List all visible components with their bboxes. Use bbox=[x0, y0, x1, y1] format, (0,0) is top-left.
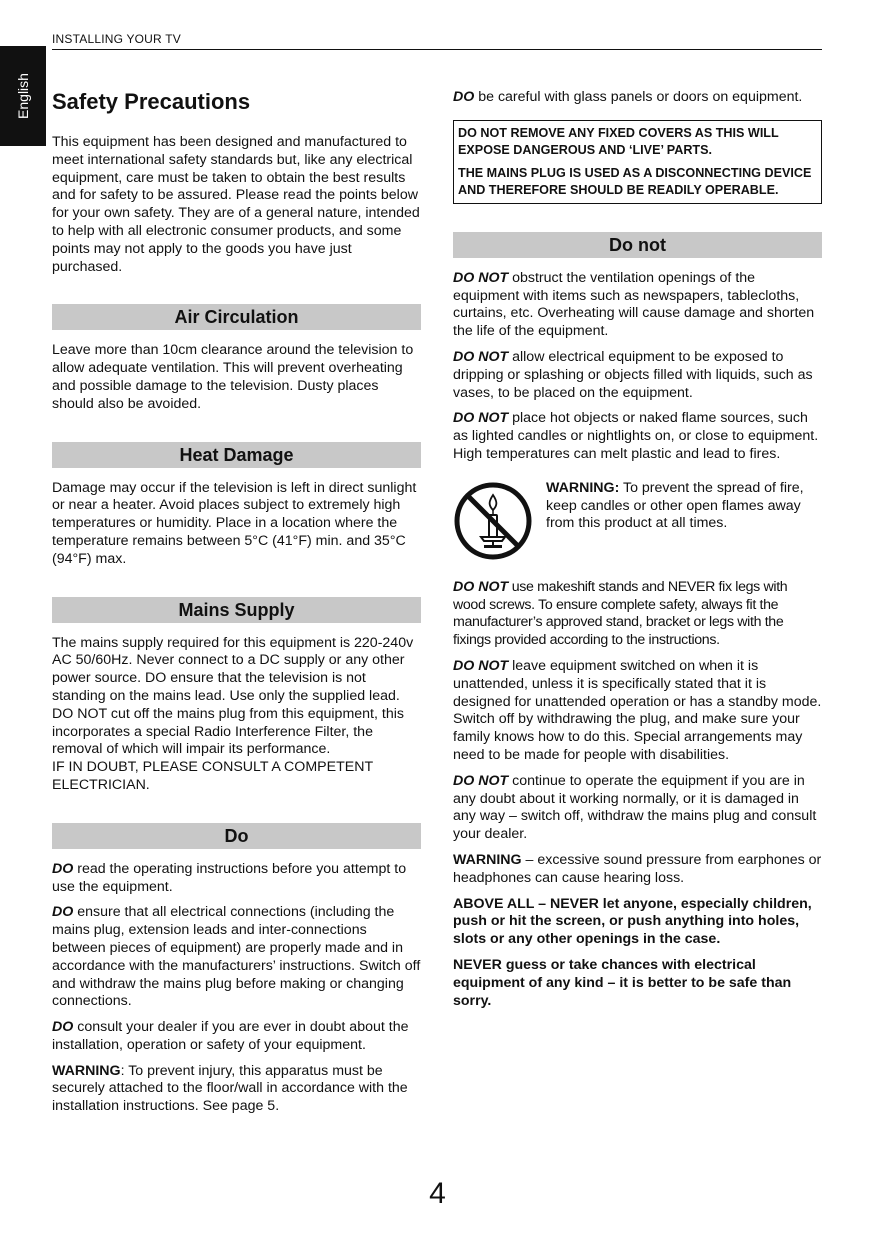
heat-damage-text: Damage may occur if the television is left in direct sunlight or near a heater. Avoid places subject to extremely high temperatures or humidity. Place in a location where the temperature remains between 5°C (41°F) min. and 35°C (94°F) max. bbox=[52, 479, 417, 567]
sound-warning-lead: WARNING bbox=[453, 851, 522, 868]
do-item-4-text: be careful with glass panels or doors on equipment. bbox=[474, 89, 803, 105]
do-not-item-4 bbox=[453, 579, 822, 650]
section-heading-do: Do bbox=[52, 823, 421, 849]
no-candles-icon bbox=[453, 481, 533, 561]
do-not-lead: DO NOT bbox=[453, 410, 509, 427]
candle-warning bbox=[453, 480, 822, 561]
do-warning-text: : To prevent injury, this apparatus must be securely attached to the floor/wall in accordance with the installation instructions. See page 5. bbox=[52, 1062, 408, 1115]
above-all-statement: ABOVE ALL – NEVER let anyone, especially children, push or hit the screen, or push anything into holes, slots or any other openings in the case. bbox=[453, 895, 812, 948]
section-heading-mains-supply: Mains Supply bbox=[52, 597, 421, 623]
warning-box-line-1: DO NOT REMOVE ANY FIXED COVERS AS THIS WILL EXPOSE DANGEROUS AND ‘LIVE’ PARTS. bbox=[458, 125, 779, 157]
do-not-item-2-text: allow electrical equipment to be exposed to dripping or splashing or objects filled with liquids, such as vases, to be placed on the equipment. bbox=[453, 348, 813, 401]
do-item-3 bbox=[52, 1019, 421, 1055]
do-not-item-6 bbox=[453, 773, 822, 844]
do-not-item-1-text: obstruct the ventilation openings of the equipment with items such as newspapers, tablecloths, curtains, etc. Overheating will cause damage and shorten the life of the equipment. bbox=[453, 269, 815, 340]
intro-paragraph: This equipment has been designed and manufactured to meet international safety standards but, like any electrical equipment, care must be taken to obtain the best results and for safety to be assured. Please read the points below for your own safety. They are of a general nature, intended to help with all electronic consumer products, and some points may not apply to the goods you have just purchased. bbox=[52, 134, 420, 275]
do-not-item-5 bbox=[453, 658, 822, 765]
do-not-item-1 bbox=[453, 270, 822, 341]
sound-warning bbox=[453, 852, 822, 888]
running-head-text: INSTALLING YOUR TV bbox=[52, 32, 181, 46]
mains-supply-text-3: IF IN DOUBT, PLEASE CONSULT A COMPETENT ELECTRICIAN. bbox=[52, 759, 373, 793]
do-lead: DO bbox=[453, 89, 475, 105]
do-item-1-text: read the operating instructions before you attempt to use the equipment. bbox=[52, 860, 407, 895]
do-not-item-3-text: place hot objects or naked flame sources, such as lighted candles or nightlights on, or close to equipment. High temperatures can melt plastic and lead to fires. bbox=[453, 410, 819, 462]
mains-supply-text-1: The mains supply required for this equipment is 220-240v AC 50/60Hz. Never connect to a DC supply or any other power source. DO ensure that the television is not standing on the mains lead. Use only the supplied lead. bbox=[52, 634, 414, 704]
language-tab-label: English bbox=[15, 73, 31, 119]
never-guess-statement: NEVER guess or take chances with electrical equipment of any kind – it is better to be safe than sorry. bbox=[453, 956, 792, 1009]
right-column bbox=[453, 89, 822, 1010]
do-lead: DO bbox=[52, 1019, 74, 1036]
warning-lead: WARNING bbox=[52, 1062, 121, 1079]
section-heading-do-not: Do not bbox=[453, 232, 822, 258]
do-item-4 bbox=[453, 89, 822, 107]
candle-warning-text bbox=[546, 480, 822, 533]
do-not-lead: DO NOT bbox=[453, 269, 509, 286]
do-not-item-3 bbox=[453, 410, 822, 463]
do-not-lead: DO NOT bbox=[453, 348, 509, 365]
do-item-2-text: ensure that all electrical connections (including the mains plug, extension leads and inter-connections between pieces of equipment) are properly made and in accordance with the manufacturers’ instructions. Switch off and withdraw the mains plug before making or changing connections. bbox=[52, 904, 421, 1010]
do-not-lead: DO NOT bbox=[453, 657, 509, 674]
do-not-item-6-text: continue to operate the equipment if you are in any doubt about it working normally, or it is damaged in any way – switch off, withdraw the mains plug and consult your dealer. bbox=[453, 772, 817, 843]
do-item-3-text: consult your dealer if you are ever in doubt about the installation, operation or safety of your equipment. bbox=[52, 1019, 409, 1053]
do-lead: DO bbox=[52, 860, 74, 877]
warning-box-line-2: THE MAINS PLUG IS USED AS A DISCONNECTING DEVICE AND THEREFORE SHOULD BE READILY OPERABLE. bbox=[458, 165, 812, 197]
mains-supply-text-2: DO NOT cut off the mains plug from this equipment, this incorporates a special Radio Interference Filter, the removal of which will impair its performance. bbox=[52, 705, 404, 758]
do-not-item-5-text: leave equipment switched on when it is unattended, unless it is specifically stated that it is designed for unattended operation or has a standby mode. Switch off by withdrawing the plug, and make sure your family knows how to do this. Special arrangements may need to be made for people with disabilities. bbox=[453, 657, 822, 763]
section-heading-air-circulation: Air Circulation bbox=[52, 304, 421, 330]
do-not-lead: DO NOT bbox=[453, 772, 509, 789]
section-heading-heat-damage: Heat Damage bbox=[52, 442, 421, 468]
do-warning bbox=[52, 1063, 421, 1116]
candle-warning-lead: WARNING: bbox=[546, 479, 620, 496]
sound-warning-text: – excessive sound pressure from earphones or headphones can cause hearing loss. bbox=[453, 851, 822, 886]
language-tab bbox=[0, 46, 46, 146]
do-not-item-2 bbox=[453, 349, 822, 402]
do-not-lead: DO NOT bbox=[453, 578, 509, 595]
page-number: 4 bbox=[429, 1177, 446, 1210]
page-title: Safety Precautions bbox=[52, 89, 251, 114]
running-header bbox=[52, 31, 822, 50]
do-item-2 bbox=[52, 904, 421, 1011]
left-column bbox=[52, 88, 421, 1116]
do-not-item-4-text: use makeshift stands and NEVER fix legs with wood screws. To ensure complete safety, always fit the manufacturer’s approved stand, bracket or legs with the fixings provided according to the instructions. bbox=[453, 578, 788, 649]
warning-box bbox=[453, 120, 822, 204]
do-lead: DO bbox=[52, 904, 74, 921]
do-item-1 bbox=[52, 861, 421, 897]
candle-warning-body: To prevent the spread of fire, keep candles or other open flames away from this product at all times. bbox=[546, 479, 804, 532]
air-circulation-text: Leave more than 10cm clearance around the television to allow adequate ventilation. This will prevent overheating and possible damage to the television. Dusty places should also be avoided. bbox=[52, 342, 414, 412]
